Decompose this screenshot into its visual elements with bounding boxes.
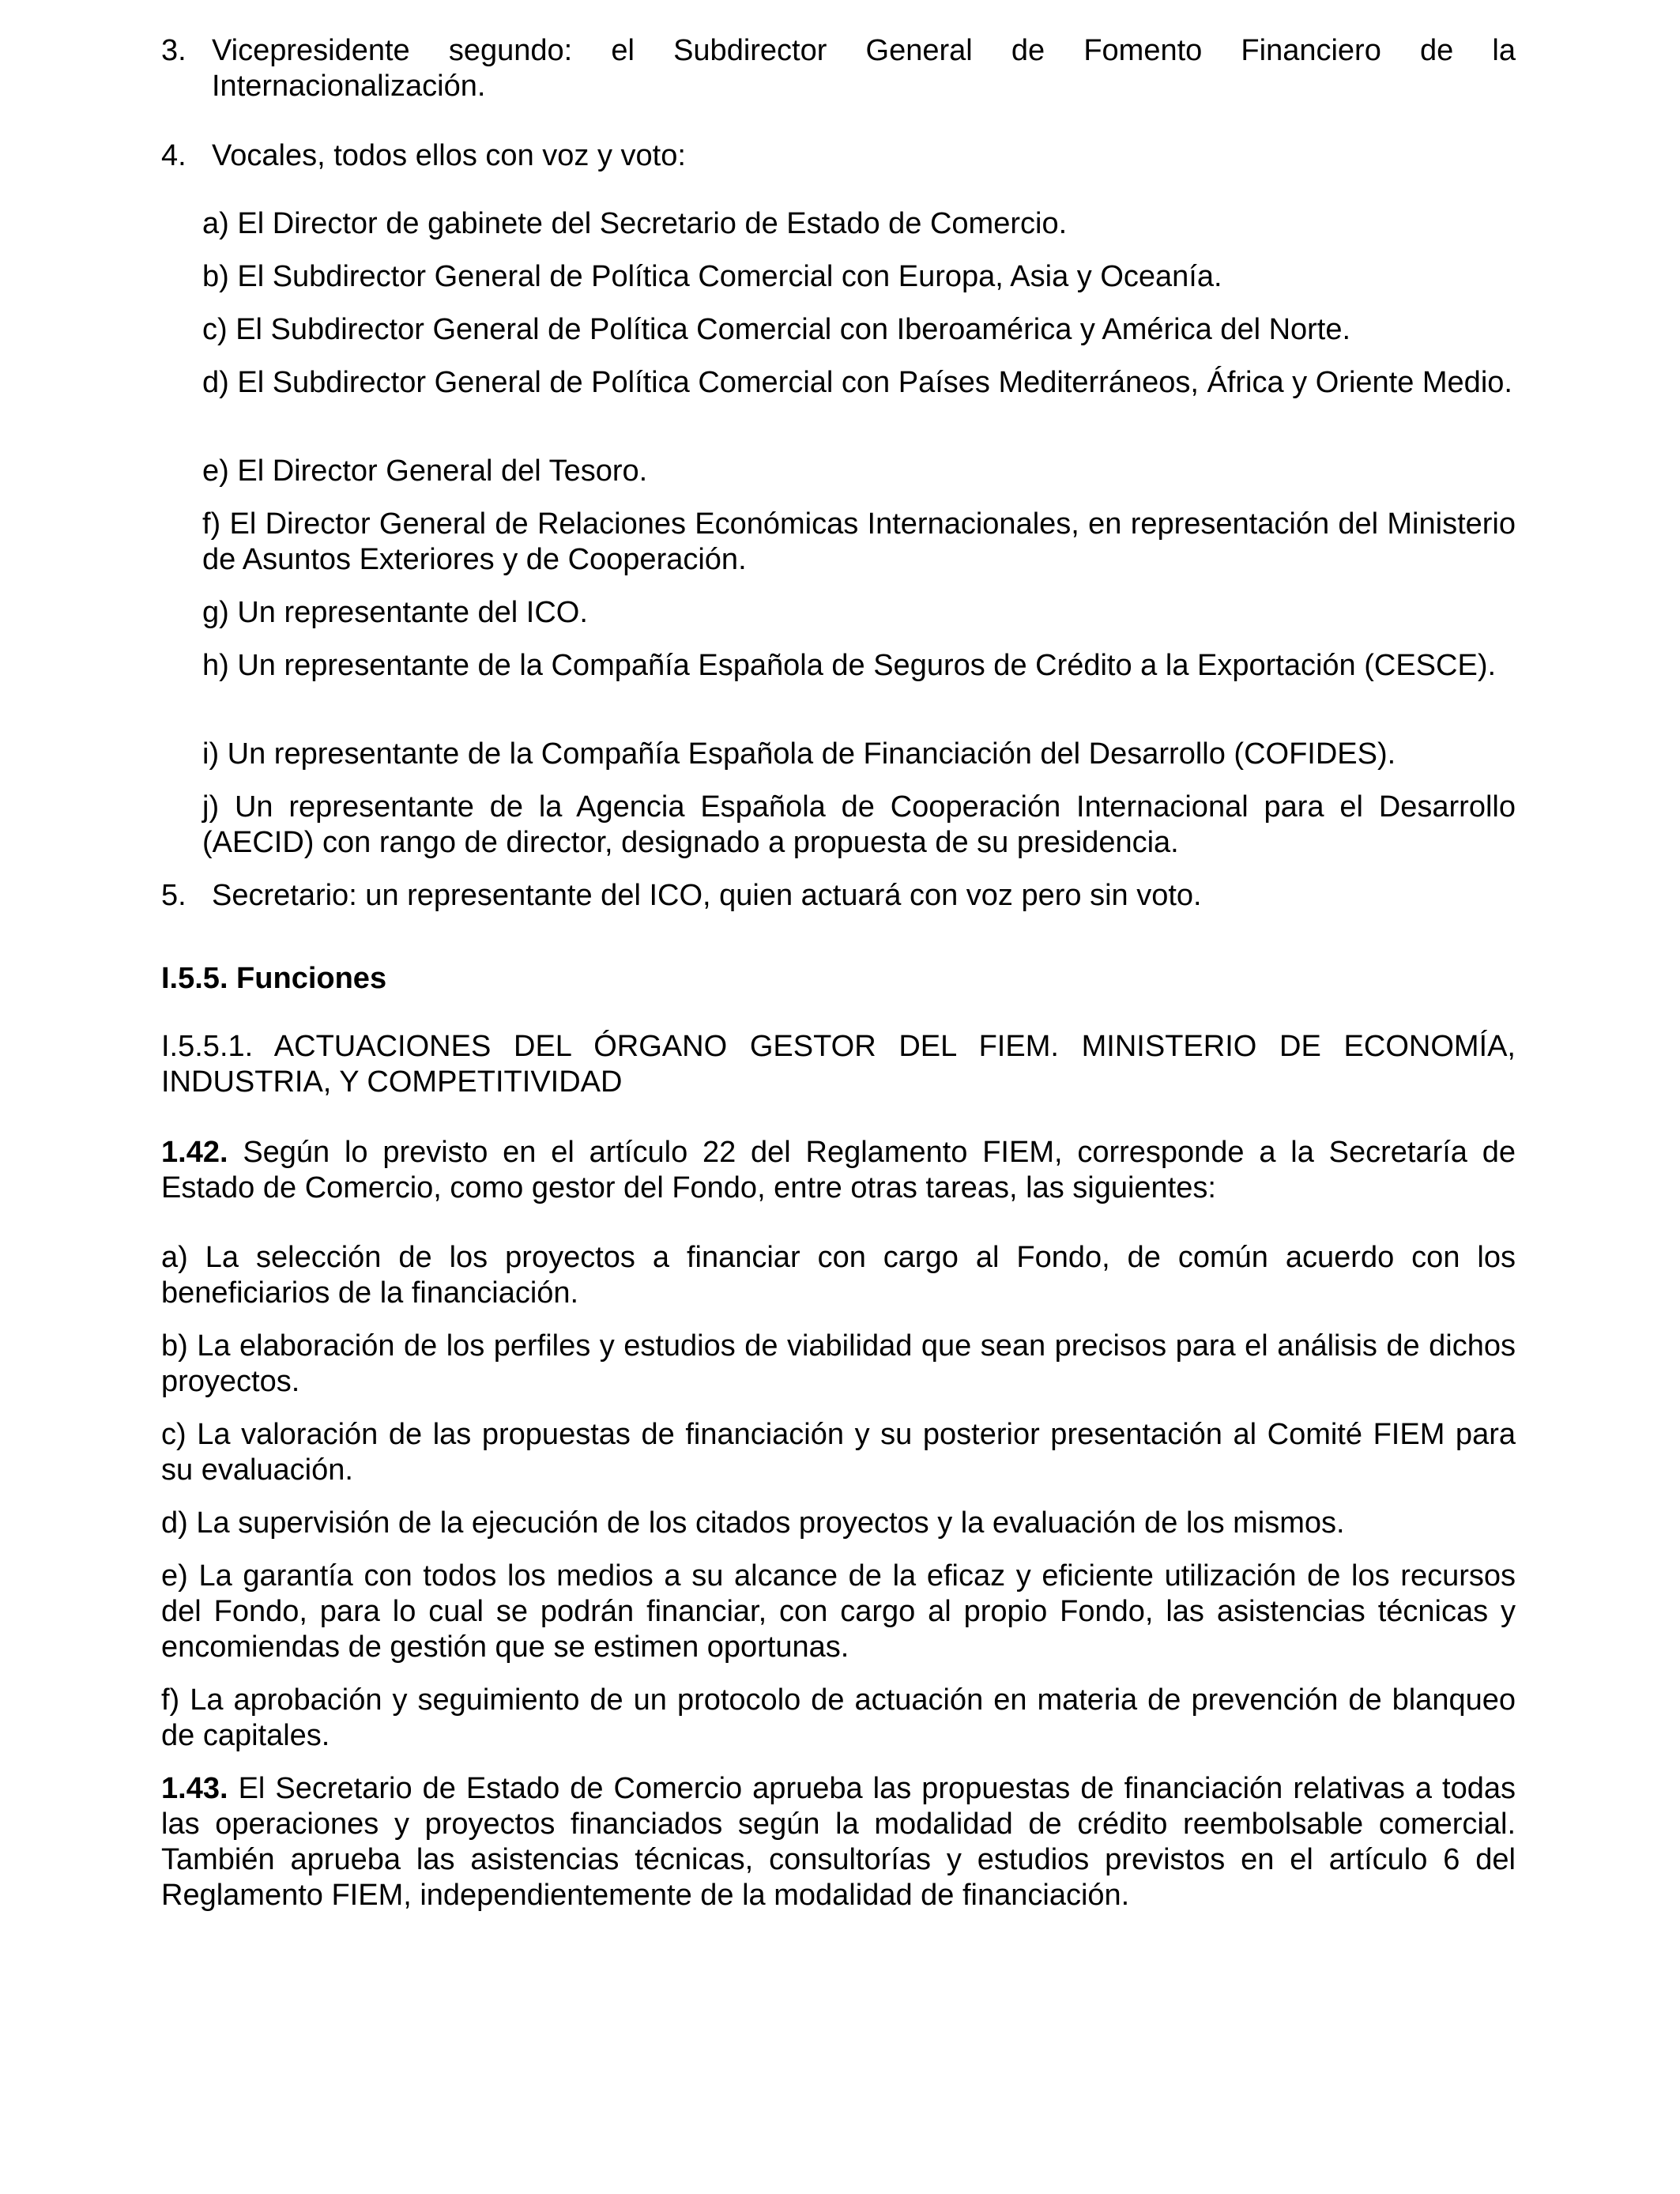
paragraph-1-43 [161,1771,1516,1913]
vocal-item: i) Un representante de la Compañía Española de Financiación del Desarrollo (COFIDES). [202,737,1396,771]
item-3-word: Subdirector [673,34,827,67]
list-number-4: 4. [161,139,186,172]
section-subheading: I.5.5.1. ACTUACIONES DEL ÓRGANO GESTOR DEL FIEM. MINISTERIO DE ECONOMÍA, INDUSTRIA, Y COMPETITIVIDAD [161,1030,1516,1099]
item-3-line-1 [212,33,1516,69]
item-3-line-2: Internacionalización. [212,70,486,103]
paragraph-text: Según lo previsto en el artículo 22 del Reglamento FIEM, corresponde a la Secretaría de Estado de Comercio, como gestor del Fondo, entre otras tareas, las siguientes: [161,1136,1516,1204]
paragraph-text: El Secretario de Estado de Comercio aprueba las propuestas de financiación relativas a todas las operaciones y proyectos financiados según la modalidad de crédito reembolsable comercial. También aprueba las asistencias técnicas, consultorías y estudios previstos en el artículo 6 del Reglamento FIEM, independientemente de la modalidad de financiación. [161,1772,1516,1912]
vocal-item: e) El Director General del Tesoro. [202,454,648,488]
vocal-item: c) El Subdirector General de Política Comercial con Iberoamérica y América del Norte. [202,313,1351,346]
vocal-item: f) El Director General de Relaciones Económicas Internacionales, en representación del Ministerio de Asuntos Exteriores y de Cooperación. [202,507,1516,576]
item-3-word: Vicepresidente [212,34,410,67]
item-5-text: Secretario: un representante del ICO, quien actuará con voz pero sin voto. [212,879,1202,912]
vocal-item: d) El Subdirector General de Política Comercial con Países Mediterráneos, África y Oriente Medio. [202,366,1512,399]
item-3-word: Financiero [1241,34,1381,67]
paragraph-number: 1.42. [161,1136,228,1169]
vocal-item: g) Un representante del ICO. [202,596,588,629]
list-number-5: 5. [161,879,186,912]
item-3-word: General [865,34,973,67]
vocal-item: b) El Subdirector General de Política Comercial con Europa, Asia y Oceanía. [202,260,1222,293]
task-item: f) La aprobación y seguimiento de un protocolo de actuación en materia de prevención de blanqueo de capitales. [161,1683,1516,1752]
paragraph-number: 1.43. [161,1772,228,1805]
vocal-item: a) El Director de gabinete del Secretario de Estado de Comercio. [202,207,1068,240]
item-3-word: de [1419,34,1454,67]
paragraph-1-42 [161,1135,1516,1206]
task-item: a) La selección de los proyectos a financiar con cargo al Fondo, de común acuerdo con los beneficiarios de la financiación. [161,1241,1516,1310]
item-3-word: de [1011,34,1045,67]
task-item: d) La supervisión de la ejecución de los citados proyectos y la evaluación de los mismos. [161,1506,1345,1540]
item-3-word: Fomento [1083,34,1203,67]
list-number-3: 3. [161,34,186,67]
item-4-text: Vocales, todos ellos con voz y voto: [212,139,686,172]
task-item: e) La garantía con todos los medios a su alcance de la eficaz y eficiente utilización de los recursos del Fondo, para lo cual se podrán financiar, con cargo al propio Fondo, las asistencias técnicas y encomiendas de gestión que se estimen oportunas. [161,1559,1516,1664]
section-heading: I.5.5. Funciones [161,962,387,995]
item-3-word: el [611,34,635,67]
item-3-word: la [1492,34,1516,67]
task-item: c) La valoración de las propuestas de financiación y su posterior presentación al Comité FIEM para su evaluación. [161,1418,1516,1487]
task-item: b) La elaboración de los perfiles y estudios de viabilidad que sean precisos para el análisis de dichos proyectos. [161,1329,1516,1398]
vocal-item: h) Un representante de la Compañía Española de Seguros de Crédito a la Exportación (CESCE). [202,649,1497,682]
item-3-word: segundo: [448,34,573,67]
vocal-item: j) Un representante de la Agencia Española de Cooperación Internacional para el Desarrollo (AECID) con rango de director, designado a propuesta de su presidencia. [202,790,1516,859]
